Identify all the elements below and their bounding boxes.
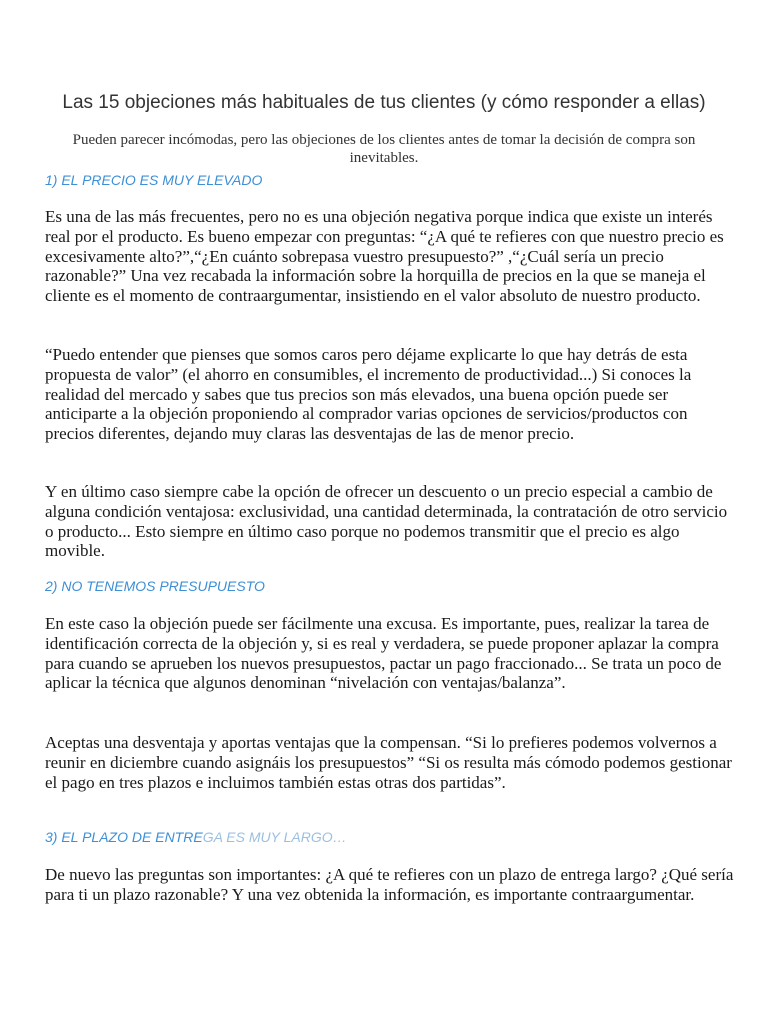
paragraph: En este caso la objeción puede ser fácilmente una excusa. Es importante, pues, realizar la tarea de identificación correcta de la objeción y, si es real y verdadera, se puede proponer aplazar la compra para cuando se aprueben los nuevos presupuestos, pactar un pago fraccionado... Se trata un poco de aplicar la técnica que algunos denominan “nivelación con ventajas/balanza”. xyxy=(45,614,722,693)
heading-faded-text: GA ES MUY LARGO… xyxy=(202,829,347,845)
paragraph: Es una de las más frecuentes, pero no es una objeción negativa porque indica que existe un interés real por el producto. Es bueno empezar con preguntas: “¿A qué te refieres con que nuestro precio es excesivamente alto?”,“¿En cuánto sobrepasa vuestro presupuesto?” ,“¿Cuál sería un precio razonable?” Una vez recabada la información sobre la horquilla de precios en la que se maneja el cliente es el momento de contraargumentar, insistiendo en el valor absoluto de nuestro producto. xyxy=(45,207,724,306)
article-title: Las 15 objeciones más habituales de tus clientes (y cómo responder a ellas) xyxy=(62,92,706,113)
paragraph: Aceptas una desventaja y aportas ventajas que la compensan. “Si lo prefieres podemos volvernos a reunir en diciembre cuando asignáis los presupuestos” “Si os resulta más cómodo podemos gestionar el pago en tres plazos e incluimos también estas otras dos partidas”. xyxy=(45,733,732,792)
section-heading-price: 1) EL PRECIO ES MUY ELEVADO xyxy=(45,172,263,188)
paragraph: “Puedo entender que pienses que somos caros pero déjame explicarte lo que hay detrás de esta propuesta de valor” (el ahorro en consumibles, el incremento de productividad...) Si conoces la realidad del mercado y sabes que tus precios son más elevados, una buena opción puede ser anticiparte a la objeción proponiendo al comprador varias opciones de servicios/productos con precios diferentes, dejando muy claras las desventajas de las de menor precio. xyxy=(45,345,692,444)
section-heading-budget: 2) NO TENEMOS PRESUPUESTO xyxy=(45,578,265,594)
paragraph: Y en último caso siempre cabe la opción de ofrecer un descuento o un precio especial a cambio de alguna condición ventajosa: exclusividad, una cantidad determinada, la contratación de otro servicio o producto... Esto siempre en último caso porque no podemos transmitir que el precio es algo movible. xyxy=(45,482,728,561)
heading-text: 3) EL PLAZO DE ENTRE xyxy=(45,829,203,845)
paragraph: De nuevo las preguntas son importantes: ¿A qué te refieres con un plazo de entrega largo? ¿Qué sería para ti un plazo razonable? Y una vez obtenida la información, es importante contraargumentar. xyxy=(45,865,734,904)
article-subtitle: Pueden parecer incómodas, pero las objeciones de los clientes antes de tomar la decisión de compra son inevitables. xyxy=(72,132,696,166)
section-heading-delivery xyxy=(45,828,347,846)
